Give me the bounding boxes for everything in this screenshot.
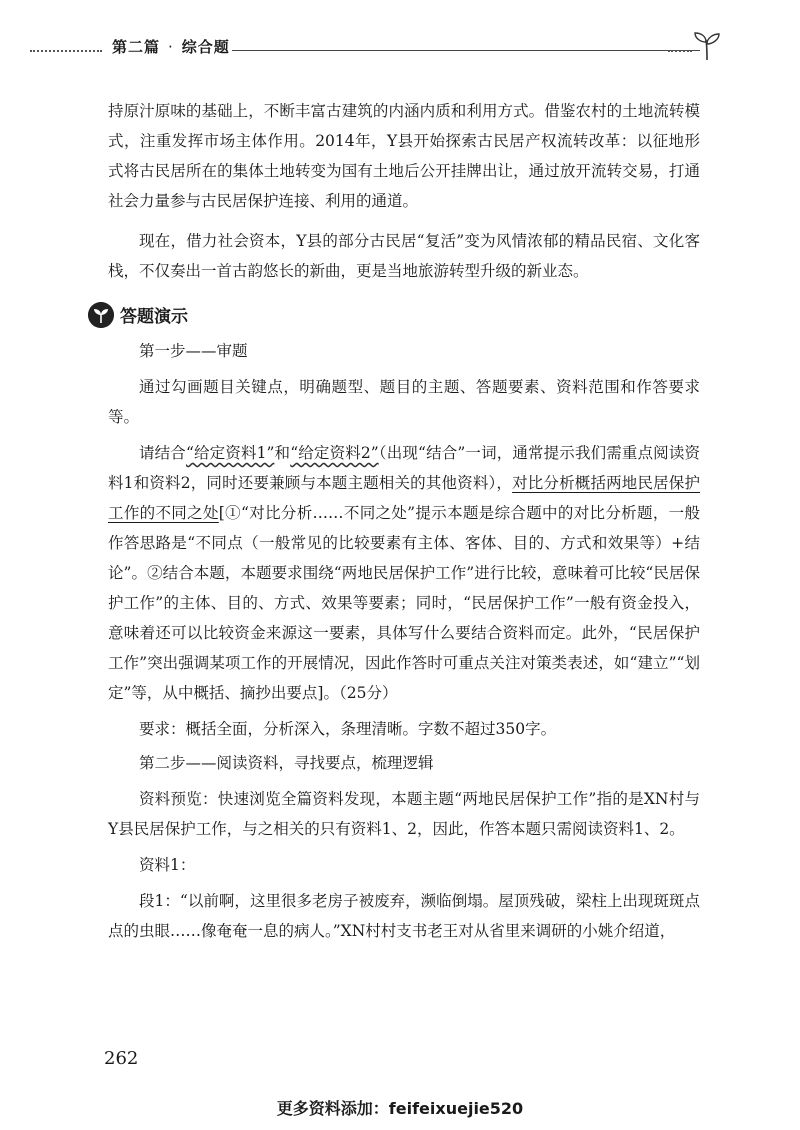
step1-intro: 通过勾画题目关键点，明确题型、题目的主题、答题要素、资料范围和作答要求等。	[108, 378, 700, 426]
answer-section-heading	[88, 300, 700, 332]
paragraph-continuation: 持原汁原味的基础上，不断丰富古建筑的内涵内质和利用方式。借鉴农村的土地流转模式，注重发挥市场主体作用。2014年，Y县开始探索古民居产权流转改革：以征地形式将古民居所在的集体土地转变为国有土地后公开挂牌出让，通过放开流转交易，打通社会力量参与古民居保护连接、利用的通道。	[108, 102, 700, 210]
page-body	[108, 96, 700, 946]
header-section: 综合题	[181, 38, 230, 56]
header-part: 第二篇	[112, 38, 161, 56]
step1-requirement: 要求：概括全面，分析深入，条理清晰。字数不超过350字。	[139, 720, 557, 738]
material-paragraph: 段1：“以前啊，这里很多老房子被废弃，濒临倒塌。屋顶残破，梁柱上出现斑斑点点的虫眼……像奄奄一息的病人。”XN村村支书老王对从省里来调研的小姚介绍道，	[108, 892, 700, 940]
header-title: 第二篇 · 综合题	[112, 38, 230, 56]
header-dotted-rule	[30, 50, 102, 52]
page-number: 262	[104, 1048, 139, 1069]
keyword-material-1: “给定资料1”	[185, 444, 275, 462]
sprout-badge-icon	[88, 302, 114, 328]
analysis-text: 请结合	[139, 444, 186, 462]
running-header	[0, 30, 800, 70]
header-rule	[232, 50, 700, 51]
keyword-material-2: “给定资料2”	[290, 444, 379, 462]
sprout-icon	[692, 30, 722, 62]
analysis-text: 和	[274, 444, 291, 462]
analysis-bracket-note: [①“对比分析……不同之处”提示本题是综合题中的对比分析题，一般作答思路是“不同点（一般常见的比较要素有主体、客体、目的、方式和效果等）+结论”。②结合本题，本题要求围绕“两地民居保护工作”进行比较，意味着可比较“民居保护工作”的主体、目的、方式、效果等要素；同时，“民居保护工作”一般有资金投入，意味着还可以比较资金来源这一要素，具体写什么要结合资料而定。此外，“民居保护工作”突出强调某项工作的开展情况，因此作答时可重点关注对策类表述，如“建立”“划定”等，从中概括、摘抄出要点]。（25分）	[108, 504, 700, 702]
analysis-text: （出现“结合”一词，通常提示我们需重点阅读资料1和资料2，同时还要兼顾与本题主题相关的其他资料），	[108, 444, 700, 492]
keyword-task: 对比分析概括两地民居保护工作的不同之处	[108, 474, 700, 522]
footer-note: 更多资料添加：feifeixuejie520	[276, 1099, 524, 1118]
material-preview: 资料预览：快速浏览全篇资料发现，本题主题“两地民居保护工作”指的是XN村与Y县民居保护工作，与之相关的只有资料1、2，因此，作答本题只需阅读资料1、2。	[108, 790, 700, 838]
section-title: 答题演示	[120, 307, 188, 327]
header-dotted-rule-right	[668, 50, 692, 52]
paragraph: 现在，借力社会资本，Y县的部分古民居“复活”变为风情浓郁的精品民宿、文化客栈，不仅奏出一首古韵悠长的新曲，更是当地旅游转型升级的新业态。	[108, 232, 700, 280]
question-analysis	[108, 438, 700, 708]
material-label: 资料1：	[139, 856, 196, 874]
step1-label: 第一步——审题	[139, 342, 248, 360]
step2-label: 第二步——阅读资料，寻找要点，梳理逻辑	[139, 754, 434, 772]
